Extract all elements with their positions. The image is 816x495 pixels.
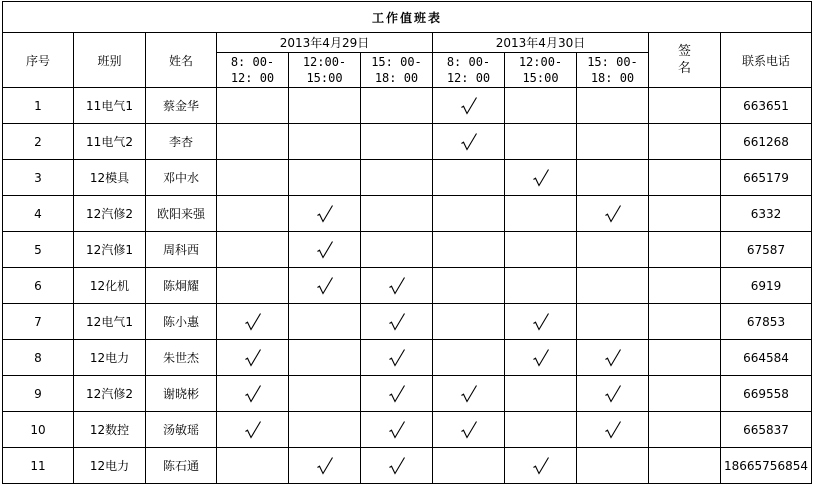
cell-shift-3[interactable] (361, 88, 433, 124)
header-shift-3 (361, 53, 433, 88)
cell-shift-6[interactable] (577, 232, 649, 268)
table-row (3, 124, 812, 160)
cell-name[interactable]: 邓中水 (146, 160, 217, 196)
cell-phone[interactable]: 6919 (721, 268, 812, 304)
header-shift-1 (217, 53, 289, 88)
cell-sign[interactable] (649, 304, 721, 340)
cell-seq[interactable]: 3 (3, 160, 74, 196)
check-mark-icon (460, 96, 478, 116)
cell-class[interactable]: 12电力 (74, 340, 146, 376)
cell-shift-1[interactable] (217, 412, 289, 448)
check-mark-icon (460, 420, 478, 440)
cell-shift-5[interactable] (505, 196, 577, 232)
cell-shift-2[interactable] (289, 412, 361, 448)
cell-shift-6[interactable] (577, 448, 649, 484)
cell-shift-4[interactable] (433, 160, 505, 196)
cell-seq[interactable]: 11 (3, 448, 74, 484)
cell-sign[interactable] (649, 376, 721, 412)
shift-end: 15:00 (306, 71, 343, 85)
cell-shift-4[interactable] (433, 88, 505, 124)
cell-sign[interactable] (649, 232, 721, 268)
cell-shift-1[interactable] (217, 196, 289, 232)
cell-shift-2[interactable] (289, 304, 361, 340)
cell-seq[interactable]: 8 (3, 340, 74, 376)
cell-shift-4[interactable] (433, 268, 505, 304)
cell-sign[interactable] (649, 412, 721, 448)
cell-class[interactable]: 12电力 (74, 448, 146, 484)
cell-shift-3[interactable] (361, 412, 433, 448)
cell-sign[interactable] (649, 196, 721, 232)
check-mark-icon (460, 384, 478, 404)
shift-end: 18: 00 (590, 71, 635, 85)
cell-shift-1[interactable] (217, 376, 289, 412)
header-name: 姓名 (146, 33, 217, 88)
check-mark-icon (316, 276, 334, 296)
cell-shift-1[interactable] (217, 232, 289, 268)
table-row (3, 268, 812, 304)
cell-shift-3[interactable] (361, 376, 433, 412)
cell-shift-4[interactable] (433, 124, 505, 160)
cell-shift-4[interactable] (433, 232, 505, 268)
check-mark-icon (244, 420, 262, 440)
shift-end: 18: 00 (374, 71, 419, 85)
cell-class[interactable]: 12数控 (74, 412, 146, 448)
check-mark-icon (388, 348, 406, 368)
cell-name[interactable]: 汤敏瑶 (146, 412, 217, 448)
check-mark-icon (244, 348, 262, 368)
cell-shift-2[interactable] (289, 196, 361, 232)
cell-shift-2[interactable] (289, 376, 361, 412)
check-mark-icon (604, 348, 622, 368)
cell-class[interactable]: 12化机 (74, 268, 146, 304)
shift-start: 12:00- (518, 55, 563, 69)
cell-shift-5[interactable] (505, 412, 577, 448)
cell-sign[interactable] (649, 124, 721, 160)
header-shift-4 (433, 53, 505, 88)
cell-class[interactable]: 12模具 (74, 160, 146, 196)
cell-shift-5[interactable] (505, 88, 577, 124)
cell-seq[interactable]: 2 (3, 124, 74, 160)
cell-sign[interactable] (649, 340, 721, 376)
cell-phone[interactable]: 665837 (721, 412, 812, 448)
table-row (3, 196, 812, 232)
cell-shift-2[interactable] (289, 268, 361, 304)
cell-shift-4[interactable] (433, 448, 505, 484)
cell-name[interactable]: 李杏 (146, 124, 217, 160)
check-mark-icon (532, 168, 550, 188)
cell-shift-5[interactable] (505, 340, 577, 376)
header-shift-2 (289, 53, 361, 88)
check-mark-icon (388, 384, 406, 404)
cell-seq[interactable]: 4 (3, 196, 74, 232)
cell-name[interactable]: 周科西 (146, 232, 217, 268)
shift-start: 12:00- (302, 55, 347, 69)
cell-seq[interactable]: 7 (3, 304, 74, 340)
check-mark-icon (316, 240, 334, 260)
cell-shift-2[interactable] (289, 124, 361, 160)
cell-shift-6[interactable] (577, 304, 649, 340)
cell-shift-6[interactable] (577, 340, 649, 376)
cell-shift-3[interactable] (361, 448, 433, 484)
check-mark-icon (604, 204, 622, 224)
cell-seq[interactable]: 5 (3, 232, 74, 268)
cell-shift-3[interactable] (361, 304, 433, 340)
cell-shift-3[interactable] (361, 196, 433, 232)
cell-seq[interactable]: 6 (3, 268, 74, 304)
check-mark-icon (604, 420, 622, 440)
cell-shift-3[interactable] (361, 232, 433, 268)
shift-start: 8: 00- (230, 55, 275, 69)
table-row (3, 304, 812, 340)
cell-shift-6[interactable] (577, 268, 649, 304)
cell-phone[interactable]: 67853 (721, 304, 812, 340)
table-row (3, 88, 812, 124)
cell-shift-2[interactable] (289, 88, 361, 124)
check-mark-icon (316, 456, 334, 476)
cell-shift-6[interactable] (577, 412, 649, 448)
cell-shift-2[interactable] (289, 160, 361, 196)
cell-shift-6[interactable] (577, 160, 649, 196)
cell-shift-6[interactable] (577, 124, 649, 160)
cell-shift-5[interactable] (505, 304, 577, 340)
cell-shift-6[interactable] (577, 196, 649, 232)
cell-shift-5[interactable] (505, 160, 577, 196)
check-mark-icon (388, 456, 406, 476)
cell-shift-1[interactable] (217, 304, 289, 340)
check-mark-icon (316, 204, 334, 224)
table-row (3, 376, 812, 412)
cell-class[interactable]: 11电气2 (74, 124, 146, 160)
table-row (3, 412, 812, 448)
cell-name[interactable]: 蔡金华 (146, 88, 217, 124)
header-sign (649, 33, 721, 88)
cell-shift-4[interactable] (433, 196, 505, 232)
cell-shift-5[interactable] (505, 376, 577, 412)
cell-phone[interactable]: 18665756854 (721, 448, 812, 484)
cell-shift-1[interactable] (217, 160, 289, 196)
cell-shift-2[interactable] (289, 232, 361, 268)
cell-phone[interactable]: 665179 (721, 160, 812, 196)
cell-shift-4[interactable] (433, 340, 505, 376)
duty-roster-table (2, 1, 812, 484)
cell-shift-2[interactable] (289, 448, 361, 484)
cell-shift-5[interactable] (505, 124, 577, 160)
cell-sign[interactable] (649, 448, 721, 484)
cell-name[interactable]: 朱世杰 (146, 340, 217, 376)
header-sign-char-2: 名 (677, 61, 691, 76)
check-mark-icon (532, 312, 550, 332)
cell-shift-1[interactable] (217, 88, 289, 124)
cell-name[interactable]: 陈小惠 (146, 304, 217, 340)
shift-end: 12: 00 (446, 71, 491, 85)
table-row (3, 232, 812, 268)
cell-name[interactable]: 陈石通 (146, 448, 217, 484)
table-row (3, 340, 812, 376)
shift-end: 15:00 (522, 71, 559, 85)
page-title: 工作值班表 (3, 2, 812, 33)
cell-phone[interactable]: 663651 (721, 88, 812, 124)
check-mark-icon (388, 312, 406, 332)
check-mark-icon (388, 276, 406, 296)
cell-seq[interactable]: 1 (3, 88, 74, 124)
cell-name[interactable]: 谢晓彬 (146, 376, 217, 412)
cell-shift-4[interactable] (433, 376, 505, 412)
cell-shift-3[interactable] (361, 160, 433, 196)
cell-class[interactable]: 12汽修1 (74, 232, 146, 268)
cell-shift-2[interactable] (289, 340, 361, 376)
shift-start: 15: 00- (587, 55, 638, 69)
cell-shift-3[interactable] (361, 268, 433, 304)
header-seq: 序号 (3, 33, 74, 88)
cell-shift-6[interactable] (577, 88, 649, 124)
cell-phone[interactable]: 669558 (721, 376, 812, 412)
check-mark-icon (388, 420, 406, 440)
cell-phone[interactable]: 67587 (721, 232, 812, 268)
cell-shift-6[interactable] (577, 376, 649, 412)
cell-name[interactable]: 欧阳来强 (146, 196, 217, 232)
cell-shift-1[interactable] (217, 268, 289, 304)
header-date-1: 2013年4月29日 (217, 33, 433, 53)
check-mark-icon (460, 132, 478, 152)
cell-shift-5[interactable] (505, 268, 577, 304)
cell-shift-1[interactable] (217, 340, 289, 376)
check-mark-icon (532, 456, 550, 476)
header-shift-6 (577, 53, 649, 88)
cell-shift-4[interactable] (433, 304, 505, 340)
cell-class[interactable]: 11电气1 (74, 88, 146, 124)
shift-start: 15: 00- (371, 55, 422, 69)
cell-shift-3[interactable] (361, 124, 433, 160)
cell-shift-5[interactable] (505, 448, 577, 484)
cell-shift-3[interactable] (361, 340, 433, 376)
check-mark-icon (532, 348, 550, 368)
header-shift-5 (505, 53, 577, 88)
cell-shift-1[interactable] (217, 124, 289, 160)
cell-class[interactable]: 12汽修2 (74, 376, 146, 412)
cell-sign[interactable] (649, 88, 721, 124)
cell-shift-1[interactable] (217, 448, 289, 484)
header-date-2: 2013年4月30日 (433, 33, 649, 53)
cell-shift-4[interactable] (433, 412, 505, 448)
cell-shift-5[interactable] (505, 232, 577, 268)
check-mark-icon (244, 384, 262, 404)
cell-seq[interactable]: 10 (3, 412, 74, 448)
header-sign-char-1: 签 (677, 44, 691, 59)
cell-sign[interactable] (649, 268, 721, 304)
table-row (3, 448, 812, 484)
check-mark-icon (244, 312, 262, 332)
table-row (3, 160, 812, 196)
header-class: 班别 (74, 33, 146, 88)
cell-seq[interactable]: 9 (3, 376, 74, 412)
cell-phone[interactable]: 6332 (721, 196, 812, 232)
cell-phone[interactable]: 661268 (721, 124, 812, 160)
cell-class[interactable]: 12汽修2 (74, 196, 146, 232)
shift-start: 8: 00- (446, 55, 491, 69)
cell-sign[interactable] (649, 160, 721, 196)
check-mark-icon (604, 384, 622, 404)
cell-class[interactable]: 12电气1 (74, 304, 146, 340)
cell-name[interactable]: 陈炯耀 (146, 268, 217, 304)
header-phone: 联系电话 (721, 33, 812, 88)
shift-end: 12: 00 (230, 71, 275, 85)
cell-phone[interactable]: 664584 (721, 340, 812, 376)
